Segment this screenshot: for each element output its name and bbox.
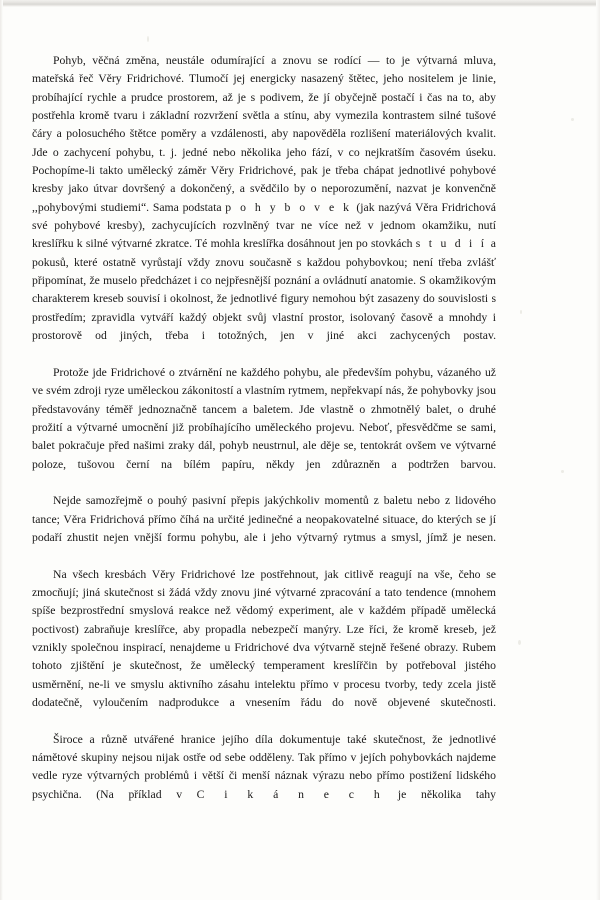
- scan-edge-left: [0, 0, 3, 900]
- paragraph: [32, 52, 496, 364]
- scan-edge-right: [596, 0, 600, 900]
- paragraph: [32, 566, 496, 731]
- paragraph-text: Široce a různě utvářené hranice jejího díla dokumentuje také skutečnost, že jednotlivé námětové skupiny nejsou nijak ostře od sebe odděleny. Tak přímo v jejích pohybovkách najdeme vedle ryze výtvarných problémů i větší či menší náznak výrazu nebo přímo postižení lidského psychična. (Na příklad v: [32, 732, 496, 801]
- paragraph: [32, 364, 496, 492]
- paragraph-text: a pokusů, které ostatně vyrůstají vždy znovu současně s každou pohybovkou; není třeba zvlášť připomínat, že muselo předcházet i co nejpřesnější poznání a ovládnutí anatomie. S okamžikovým charakterem kreseb souvisí i okolnost, že jednotlivé figury nemohou být zasazeny do souvislosti s prostředím; zpravidla vytváří každý objekt svůj vlastní prostor, isolovaný časově a mnohdy i prostorově od jiných, třeba i totožných, jen v jiné akci zachycených postav.: [32, 237, 496, 343]
- paper-speck: [518, 640, 521, 645]
- paragraph-text: Pohyb, věčná změna, neustále odumírající a znovu se rodící — to je výtvarná mluva, mateřská řeč Věry Fridrichové. Tlumočí jej energicky nasazený štětec, jeho nositelem je linie, probíhající rychle a prudce prostorem, až je s podivem, že jí obyčejně postačí i čas na to, aby postřehla kromě tvaru i základní rozvržení světla a stínu, aby vymezila kontrastem silné tušové čáry a polosuchého štětce poměry a vzdálenosti, aby napověděla rozlišení materiálových kvalit. Jde o zachycení pohybu, t. j. jedné nebo několika jeho fází, v co nejkratším časovém úseku. Pochopíme-li takto umělecký záměr Věry Fridrichové, pak je třeba chápat jednotlivé pohybové kresby jako útvar dovršený a dokončený, a svědčilo by o neporozumění, nazvat je konvenčně ,,pohybovými studiemi“. Sama podstata: [32, 54, 496, 214]
- paragraph-text: Nejde samozřejmě o pouhý pasivní přepis jakýchkoliv momentů z baletu nebo z lidového tance; Věra Fridrichová přímo číhá na určité jedinečné a neopakovatelné situace, do kterých se jí podaří zhustit nejen vnější formu pohybu, ale i jeho výtvarný rytmus a smysl, jímž je nesen.: [32, 494, 496, 544]
- paper-speck: [571, 118, 574, 121]
- spaced-emphasis-text: C i k á n e c h: [196, 787, 383, 801]
- paragraph-text: je několika tahy: [383, 787, 496, 801]
- scan-edge-top: [0, 0, 600, 7]
- paragraph: [32, 492, 496, 565]
- body-text-column: [32, 52, 496, 822]
- spaced-emphasis-text: s t u d i í: [415, 237, 487, 251]
- paper-speck: [147, 36, 149, 42]
- paragraph-text: Protože jde Fridrichové o ztvárnění ne každého pohybu, ale především pohybu, vázaného už ve svém zdroji ryze uměleckou zákonitostí a vlastním rytmem, nepřekvapí nás, že pohybovky jsou představovány téměř jednoznačně tancem a baletem. Jde vlastně o zhmotnělý balet, o druhé prožití a výtvarné umocnění již probíhajícího uměleckého projevu. Neboť, přesvědčme se sami, balet pokračuje před našimi zraky dál, pohyb neustrnul, ale děje se, tentokrát ovšem ve výtvarné poloze, tušovou černí na bílém papíru, někdy jen zdůrazněn a podtržen barvou.: [32, 365, 496, 471]
- paragraph: [32, 731, 496, 823]
- paper-speck: [561, 470, 564, 473]
- paragraph-text: (jak nazývá Věra Fridrichová své pohybové kresby), zachycujících rozvlněný tvar ne více než v jednom okamžiku, nutí kreslířku k silné výtvarné zkratce. Té mohla kreslířka dosáhnout jen po stovkách: [32, 200, 496, 251]
- spaced-emphasis-text: p o h y b o v e k: [225, 200, 352, 214]
- paragraph-text: Na všech kresbách Věry Fridrichové lze postřehnout, jak citlivě reagují na vše, čeho se zmocňují; jiná skutečnost si žádá vždy znovu jiné výtvarné zpracování a tato tendence (mnohem spíše bezprostřední smyslová reakce než vědomý experiment, ale v každém případě umělecká poctivost) zabraňuje kreslířce, aby propadla nebezpečí manýry. Lze říci, že kromě kreseb, jež vznikly společnou inspirací, nenajdeme u Fridrichové dva výtvarně stejně řešené obrazy. Rubem tohoto zjištění je skutečnost, že umělecký temperament kreslířčin by potřeboval jistého usměrnění, ne-li ve smyslu aktivního zásahu intelektu přímo v procesu tvorby, tedy zcela jistě dodatečně, vyloučením nadprodukce a vnesením řádu do nově objevené skutečnosti.: [32, 567, 496, 710]
- paper-speck: [520, 310, 522, 314]
